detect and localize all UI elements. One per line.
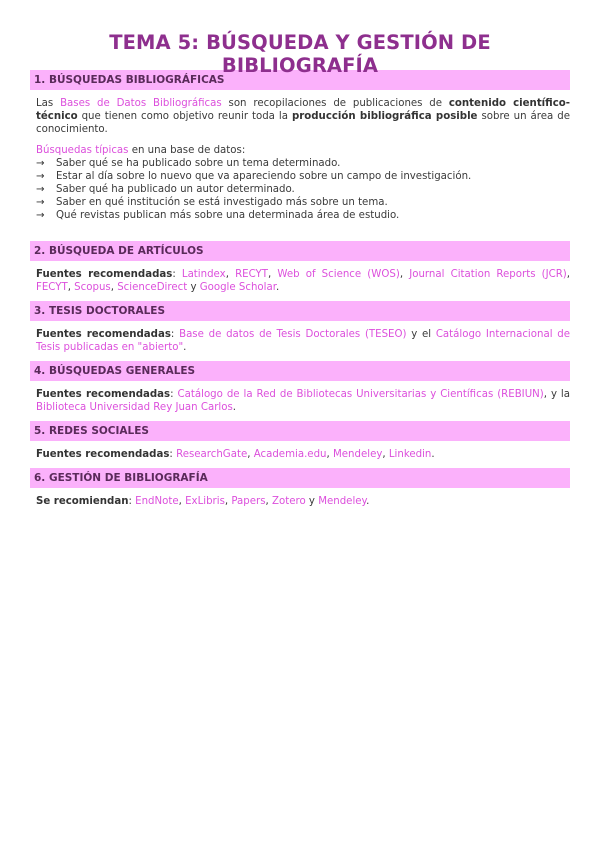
text: , [566, 269, 571, 280]
page-title: TEMA 5: BÚSQUEDA Y GESTIÓN DE BIBLIOGRAFÍA [109, 31, 491, 77]
section-body [30, 321, 570, 361]
text: sobre un área de conocimiento. [36, 111, 570, 135]
text: . [232, 402, 237, 413]
list-item-text: Saber qué se ha publicado sobre un tema determinado. [56, 158, 341, 169]
source-link-catalogo-tesis[interactable]: Catálogo Internacional de Tesis publicadas en "abierto" [36, 329, 570, 353]
list-item-text: Saber qué ha publicado un autor determinado. [56, 184, 295, 195]
text: . [183, 342, 187, 353]
text: y el [406, 329, 436, 340]
sources-paragraph [36, 495, 570, 508]
text: , [326, 449, 333, 460]
list-item [36, 209, 570, 222]
text: Las [36, 98, 61, 109]
text: , [265, 496, 273, 507]
text: que tienen como objetivo reunir toda la [77, 111, 292, 122]
section-busquedas-generales [30, 361, 570, 421]
source-link-papers[interactable]: Papers [231, 496, 266, 507]
lead-label: Fuentes recomendadas [36, 449, 170, 460]
arrow-icon: → [36, 210, 45, 221]
list-item-text: Qué revistas publican más sobre una determinada área de estudio. [56, 210, 400, 221]
source-link-rebiun[interactable]: Catálogo de la Red de Bibliotecas Universitarias y Científicas (REBIUN) [177, 389, 544, 400]
section-body [30, 488, 570, 515]
section-tesis-doctorales [30, 301, 570, 361]
text: son recopilaciones de publicaciones de [221, 98, 449, 109]
text: : [170, 329, 180, 340]
source-link-wos[interactable]: Web of Science (WOS) [277, 269, 400, 280]
section-header: 1. BÚSQUEDAS BIBLIOGRÁFICAS [30, 70, 570, 90]
section-header: 4. BÚSQUEDAS GENERALES [30, 361, 570, 381]
section-busqueda-articulos [30, 241, 570, 301]
source-link-jcr[interactable]: Journal Citation Reports (JCR) [409, 269, 567, 280]
section-body [30, 441, 570, 468]
text: , [382, 449, 389, 460]
lead-label: Fuentes recomendadas [36, 389, 171, 400]
bold-term: producción bibliográfica posible [291, 111, 478, 122]
text: , [267, 269, 278, 280]
list-item [36, 157, 570, 170]
text: , y la [543, 389, 570, 400]
list-item-text: Estar al día sobre lo nuevo que va apareciendo sobre un campo de investigación. [56, 171, 472, 182]
text: , [399, 269, 410, 280]
list-item [36, 196, 570, 209]
arrow-icon: → [36, 184, 45, 195]
text: y [305, 496, 319, 507]
section-header: 2. BÚSQUEDA DE ARTÍCULOS [30, 241, 570, 261]
text: , [67, 282, 75, 293]
section-header: 6. GESTIÓN DE BIBLIOGRAFÍA [30, 468, 570, 488]
section-body [30, 261, 570, 301]
text: : [169, 449, 177, 460]
section-header: 3. TESIS DOCTORALES [30, 301, 570, 321]
source-link-researchgate[interactable]: ResearchGate [176, 449, 248, 460]
source-link-mendeley[interactable]: Mendeley [332, 449, 383, 460]
sources-paragraph [36, 268, 570, 294]
text: : [170, 389, 178, 400]
source-link-exlibris[interactable]: ExLibris [185, 496, 225, 507]
section-body [30, 381, 570, 421]
lead-label: Fuentes recomendadas [36, 329, 171, 340]
highlight-term: Bases de Datos Bibliográficas [60, 98, 222, 109]
section-redes-sociales [30, 421, 570, 468]
sources-paragraph [36, 388, 570, 414]
source-link-zotero[interactable]: Zotero [272, 496, 306, 507]
arrow-icon: → [36, 158, 45, 169]
lead-label: Se recomiendan [36, 496, 129, 507]
text: , [224, 496, 232, 507]
source-link-scopus[interactable]: Scopus [74, 282, 111, 293]
source-link-linkedin[interactable]: Linkedin [388, 449, 432, 460]
bold-term: contenido científico-técnico [36, 98, 570, 122]
source-link-mendeley[interactable]: Mendeley [318, 496, 367, 507]
section-gestion-bibliografia [30, 468, 570, 515]
sources-paragraph [36, 448, 570, 461]
list-item [36, 183, 570, 196]
text: y [187, 282, 200, 293]
section-body [30, 90, 570, 229]
list-item [36, 170, 570, 183]
text: , [225, 269, 236, 280]
source-link-endnote[interactable]: EndNote [135, 496, 179, 507]
typical-searches-intro [36, 144, 570, 157]
arrow-icon: → [36, 197, 45, 208]
typical-searches-list [36, 157, 570, 222]
text: , [247, 449, 254, 460]
text: en una base de datos: [128, 145, 246, 156]
sources-paragraph [36, 328, 570, 354]
text: . [431, 449, 435, 460]
text: , [110, 282, 118, 293]
source-link-biblioteca-urjc[interactable]: Biblioteca Universidad Rey Juan Carlos [36, 402, 233, 413]
source-link-academia[interactable]: Academia.edu [253, 449, 327, 460]
source-link-recyt[interactable]: RECYT [235, 269, 268, 280]
list-item-text: Saber en qué institución se está investigado más sobre un tema. [56, 197, 388, 208]
source-link-sciencedirect[interactable]: ScienceDirect [117, 282, 188, 293]
source-link-google-scholar[interactable]: Google Scholar [199, 282, 276, 293]
text: : [128, 496, 136, 507]
source-link-teseo[interactable]: Base de datos de Tesis Doctorales (TESEO) [179, 329, 407, 340]
text: . [275, 282, 280, 293]
lead-label: Fuentes recomendadas [36, 269, 173, 280]
text: , [178, 496, 186, 507]
source-link-fecyt[interactable]: FECYT [36, 282, 68, 293]
intro-paragraph [36, 97, 570, 136]
text: : [172, 269, 182, 280]
section-header: 5. REDES SOCIALES [30, 421, 570, 441]
highlight-term: Búsquedas típicas [36, 145, 129, 156]
source-link-latindex[interactable]: Latindex [181, 269, 226, 280]
text: . [366, 496, 370, 507]
arrow-icon: → [36, 171, 45, 182]
section-busquedas-bibliograficas [30, 70, 570, 241]
spacer [30, 229, 570, 241]
